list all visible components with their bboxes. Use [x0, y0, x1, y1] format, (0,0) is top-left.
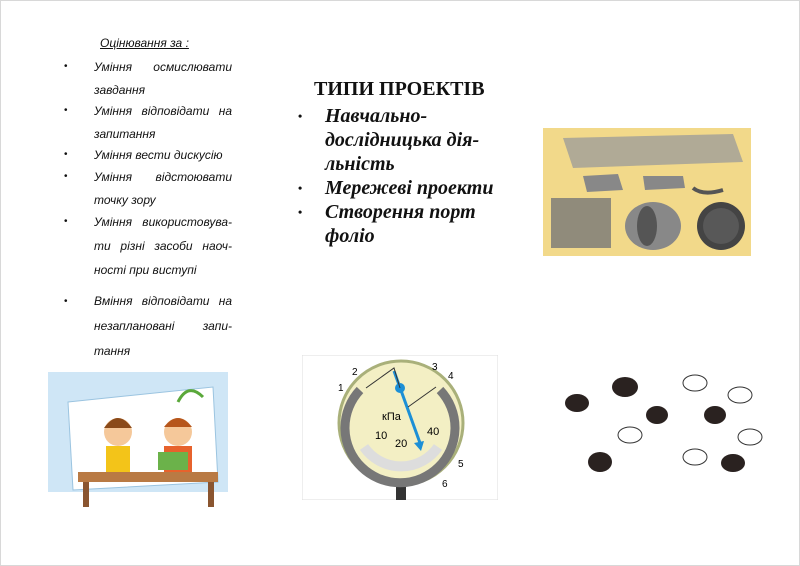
gauge-scale-label: 40 — [427, 426, 440, 438]
list-item — [60, 289, 232, 364]
gauge-callout: 1 — [338, 383, 344, 394]
list-item — [60, 210, 232, 282]
gauge-callout: 6 — [442, 479, 448, 490]
gauge-callout: 3 — [432, 362, 438, 373]
list-item-text: Уміння використовува-ти різні засоби наоч-ності при виступі — [94, 215, 232, 277]
list-item — [298, 104, 518, 176]
gauge-callout: 4 — [448, 371, 454, 382]
fish-illustration-image — [555, 365, 767, 490]
list-item-text: Вміння відповідати на незаплановані запи-тання — [94, 294, 232, 358]
list-item-text: Навчально-дослідницька дія-льність — [325, 105, 480, 175]
bullet: • — [64, 296, 68, 307]
pressure-gauge-image — [302, 355, 498, 500]
list-item-text: Уміння осмислювати завдання — [94, 60, 232, 97]
list-item-text: Уміння вести дискусію — [94, 148, 223, 162]
list-item — [298, 176, 518, 200]
list-item — [60, 166, 232, 211]
list-item-text: Мережеві проекти — [325, 177, 494, 199]
assessment-heading: Оцінювання за : — [100, 36, 189, 50]
bullet: • — [64, 105, 68, 116]
gauge-callout: 5 — [458, 459, 464, 470]
list-item-text: Створення порт фоліо — [325, 201, 476, 247]
bullet: • — [64, 216, 68, 227]
gauge-callout: 2 — [352, 367, 358, 378]
list-item — [60, 56, 232, 101]
bullet: • — [298, 109, 303, 123]
gauge-scale-label: 20 — [395, 438, 408, 450]
project-types-title: ТИПИ ПРОЕКТІВ — [314, 78, 485, 100]
bullet: • — [298, 205, 303, 219]
gauge-scale-label: 10 — [375, 430, 388, 442]
list-item-text: Уміння відповідати на запитання — [94, 104, 232, 141]
bullet: • — [64, 149, 68, 160]
bullet: • — [64, 171, 68, 182]
students-image — [48, 372, 228, 522]
carbon-structures-image — [543, 128, 751, 256]
list-item — [298, 200, 498, 248]
bullet: • — [298, 181, 303, 195]
gauge-unit: кПа — [382, 411, 401, 423]
list-item-text: Уміння відстоювати точку зору — [94, 170, 232, 207]
bullet: • — [64, 61, 68, 72]
list-item — [60, 100, 232, 145]
list-item — [60, 144, 232, 167]
